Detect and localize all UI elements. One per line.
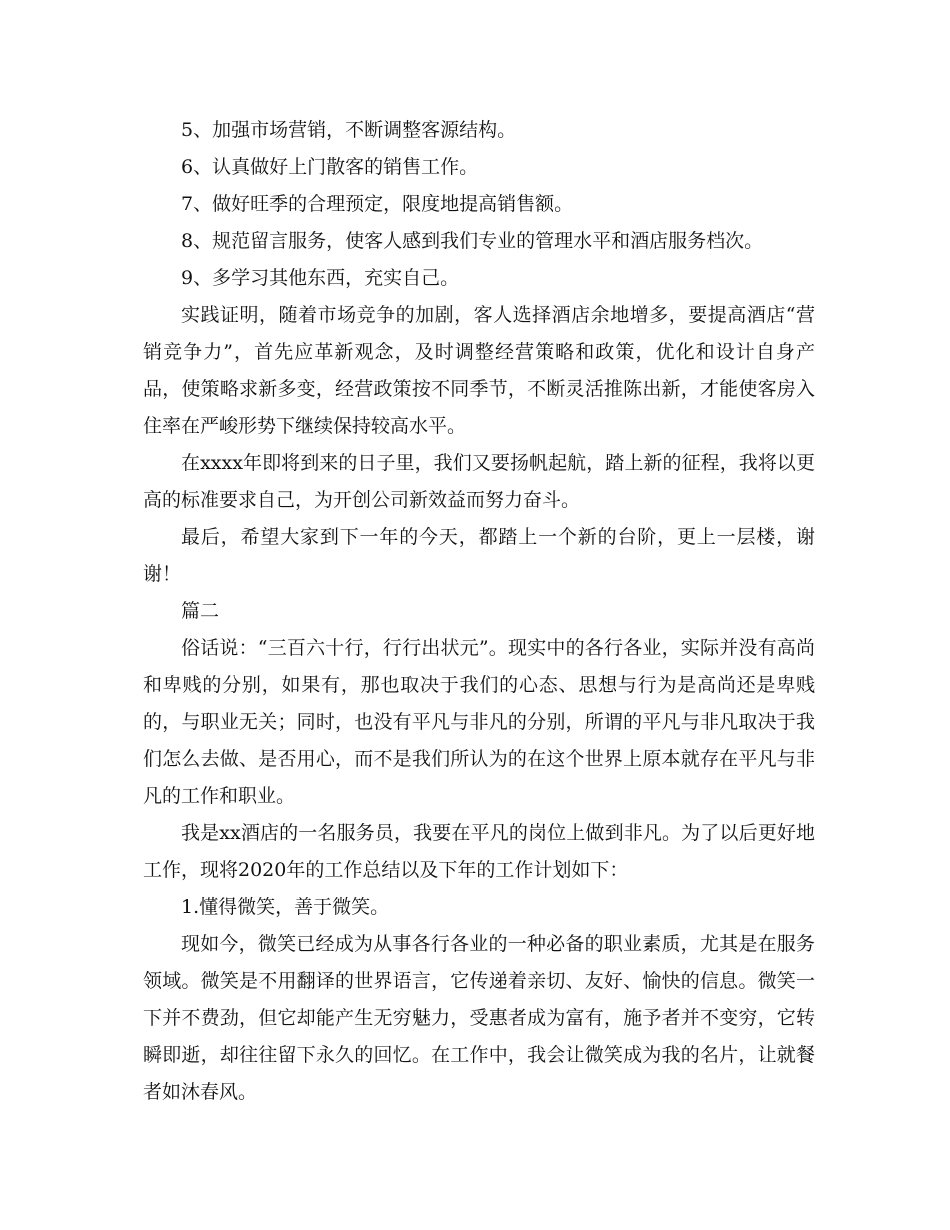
paragraph-item-5: 5、加强市场营销，不断调整客源结构。 [181,119,517,141]
paragraph-new-year: 在xxxx年即将到来的日子里，我们又要扬帆起航，踏上新的征程，我将以更高的标准要求自己，为开创公司新效益而努力奋斗。 [143,452,815,511]
paragraph-practice: 实践证明，随着市场竞争的加剧，客人选择酒店余地增多，要提高酒店“营销竞争力”，首先应革新观念，及时调整经营策略和政策，优化和设计自身产品，使策略求新多变，经营政策按不同季节，不断灵活推陈出新，才能使客房入住率在严峻形势下继续保持较高水平。 [143,304,815,437]
paragraph-intro: 我是xx酒店的一名服务员，我要在平凡的岗位上做到非凡。为了以后更好地工作，现将2020年的工作总结以及下年的工作计划如下： [143,822,815,881]
paragraph-proverb: 俗话说：“三百六十行，行行出状元”。现实中的各行各业，实际并没有高尚和卑贱的分别，如果有，那也取决于我们的心态、思想与行为是高尚还是卑贱的，与职业无关；同时，也没有平凡与非凡的分别，所谓的平凡与非凡取决于我们怎么去做、是否用心，而不是我们所认为的在这个世界上原本就存在平凡与非凡的工作和职业。 [143,637,815,807]
paragraph-smile: 现如今，微笑已经成为从事各行各业的一种必备的职业素质，尤其是在服务领域。微笑是不用翻译的世界语言，它传递着亲切、友好、愉快的信息。微笑一下并不费劲，但它却能产生无穷魅力，受惠者成为富有，施予者并不变穷，它转瞬即逝，却往往留下永久的回忆。在工作中，我会让微笑成为我的名片，让就餐者如沐春风。 [143,933,815,1103]
paragraph-item-7: 7、做好旺季的合理预定，限度地提高销售额。 [181,193,574,215]
document-body [143,112,815,1111]
paragraph-item-6: 6、认真做好上门散客的销售工作。 [181,156,479,178]
section-heading: 篇二 [181,600,220,622]
paragraph-item-9: 9、多学习其他东西，充实自己。 [181,267,460,289]
paragraph-point-1: 1.懂得微笑，善于微笑。 [181,896,390,918]
paragraph-item-8: 8、规范留言服务，使客人感到我们专业的管理水平和酒店服务档次。 [181,230,764,252]
paragraph-closing: 最后，希望大家到下一年的今天，都踏上一个新的台阶，更上一层楼，谢谢！ [143,526,815,585]
